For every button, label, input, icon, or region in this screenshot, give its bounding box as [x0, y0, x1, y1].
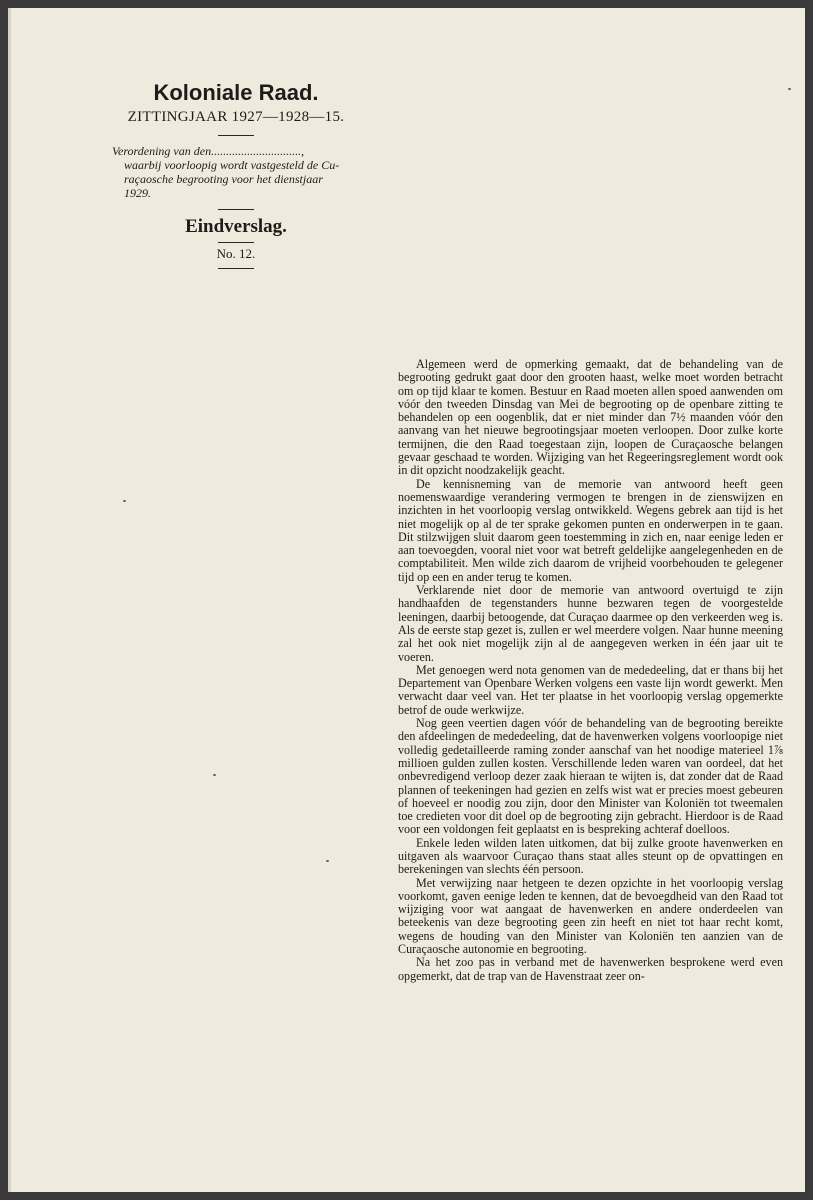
paragraph: Algemeen werd de opmerking gemaakt, dat de behandeling van de begrooting gedrukt gaat door den grooten haast, welke moet worden betracht om op tijd klaar te komen. Bestuur en Raad moeten allen spoed aanwenden om vóór den tweeden Dinsdag van Mei de begrooting op de openbare zitting te behandelen op een oogenblik, dat er niet minder dan 7½ maanden vóór den aanvang van het nieuwe begrootingsjaar moeten verloopen. Door zulke korte termijnen, die den Raad toegestaan zijn, loopen de Curaçaosche belangen gevaar geschaad te worden. Wijziging van het Regeeringsreglement wordt ook in dit opzicht noodzakelijk geacht. [398, 357, 783, 478]
paragraph: Enkele leden wilden laten uitkomen, dat bij zulke groote havenwerken en uitgaven als waarvoor Curaçao thans staat alles steunt op de opvattingen en berekeningen van slechts één persoon. [398, 835, 783, 877]
council-title: Koloniale Raad. [153, 80, 319, 105]
paragraph: Verklarende niet door de memorie van antwoord overtuigd te zijn handhaafden de tegenstanders hunne bezwaren tegen de voorgestelde leeningen, daarbij betoogende, dat Curaçao daarmee op den verkeerden weg is. Als de eerste stap gezet is, zullen er wel meerdere volgen. Naar hunne meening zal het ook niet mogelijk zijn al de aangegeven werken in één jaar uit te voeren. [398, 583, 783, 664]
paragraph: Met genoegen werd nota genomen van de mededeeling, dat er thans bij het Departement van Openbare Werken volgens een vaste lijn wordt gewerkt. Men verwacht daar veel van. Het ter plaatse in het voorloopig verslag opgemerkte betrof de oude werkwijze. [398, 662, 783, 717]
ordinance-line: 1929. [124, 186, 151, 200]
ordinance-description [104, 144, 368, 200]
paper-speck [213, 774, 216, 776]
session-year: ZITTINGJAAR 1927—1928—15. [127, 109, 345, 125]
ordinance-line: Verordening van den.............................., [112, 144, 305, 158]
paragraph: Na het zoo pas in verband met de havenwerken besprokene werd even opgemerkt, dat de trap van de Havenstraat zeer on- [398, 955, 783, 983]
paragraph: Nog geen veertien dagen vóór de behandeling van de begrooting bereikte den afdeelingen de mededeeling, dat de havenwerken volgens voorloopige niet volledig gedetailleerde raming zonder aanschaf van het noodige materieel 1⅞ millioen gulden zullen kosten. Verschillende leden waren van oordeel, dat het onbevredigend verloop dezer zaak hieraan te wijten is, dat zonder dat de Raad plannen of teekeningen had gezien en zelfs wist wat er precies moest gebeuren of hoeveel er noodig zou zijn, door den Minister van Koloniën tot tweemalen toe credieten voor dit doel op de begrooting zijn gebracht. Hierdoor is de Raad voor een voldongen feit geplaatst en is bespreking achteraf doelloos. [398, 716, 783, 837]
paper-speck [326, 860, 329, 862]
ordinance-line: waarbij voorloopig wordt vastgesteld de Cu- [124, 158, 340, 172]
ordinance-line: raçaosche begrooting voor het dienstjaar [124, 172, 323, 186]
paragraph: De kennisneming van de memorie van antwoord heeft geen noemenswaardige verandering vermogen te brengen in de zienswijzen en inzichten in het voorloopig verslag ontwikkeld. Wegens gebrek aan tijd is het niet mogelijk op al de ter sprake gekomen punten en onderwerpen in te gaan. Dit stilzwijgen sluit daarom geen toestemming in zich en, naar eenige leden er aan toevoegden, vooral niet voor wat betreft geldelijke aangelegenheden en de comptabiliteit. Men wilde zich daarom de vrijheid voorbehouden te gelegener tijd op een en ander terug te komen. [398, 476, 783, 584]
paper-speck [123, 500, 126, 502]
document-page [8, 8, 805, 1192]
report-body [398, 358, 783, 983]
document-header [104, 80, 368, 269]
paper-speck [788, 88, 791, 90]
divider [218, 242, 254, 243]
divider [218, 268, 254, 269]
paragraph: Met verwijzing naar hetgeen te dezen opzichte in het voorloopig verslag voorkomt, gaven eenige leden te kennen, dat de bevoegdheid van den Raad tot wijziging voor wat aangaat de havenwerken en andere onderdeelen van beteekenis van deze begrooting geen zin heeft en niet tot haar recht komt, wegens de houding van den Minister van Koloniën ten aanzien van de Curaçaosche autonomie en begrooting. [398, 875, 783, 957]
page-edge [8, 8, 11, 1192]
divider [218, 209, 254, 210]
report-number: No. 12. [216, 246, 256, 261]
divider [218, 135, 254, 136]
report-title: Eindverslag. [185, 216, 287, 237]
